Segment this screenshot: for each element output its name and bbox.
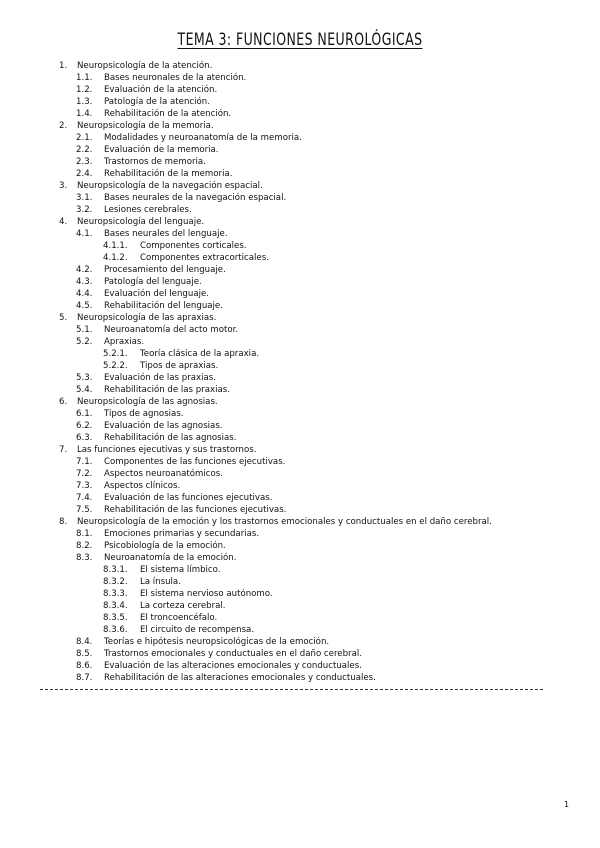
toc-entry-text: Componentes corticales. <box>140 241 247 251</box>
toc-entry <box>0 408 600 420</box>
toc-entry-text: Rehabilitación de la atención. <box>104 109 232 119</box>
toc-entry-number: 5.3. <box>76 373 93 383</box>
toc-entry-number: 4.1.2. <box>103 253 128 263</box>
toc-entry-text: Rehabilitación de la memoria. <box>104 169 233 179</box>
toc-entry-number: 4.1.1. <box>103 241 128 251</box>
toc-entry-text: Componentes extracorticales. <box>140 253 269 263</box>
toc-entry <box>0 588 600 600</box>
toc-entry-text: Tipos de apraxias. <box>140 361 219 371</box>
toc-entry-number: 7.1. <box>76 457 93 467</box>
toc-entry <box>0 516 600 528</box>
toc-entry-text: Trastornos emocionales y conductuales en el daño cerebral. <box>104 649 362 659</box>
toc-entry-number: 2.1. <box>76 133 93 143</box>
toc-entry-number: 2.3. <box>76 157 93 167</box>
toc-entry-number: 5. <box>59 313 68 323</box>
toc-entry <box>0 96 600 108</box>
toc-entry-number: 2.4. <box>76 169 93 179</box>
toc-entry-number: 7. <box>59 445 68 455</box>
toc-entry <box>0 552 600 564</box>
toc-entry <box>0 504 600 516</box>
toc-entry-text: Neuropsicología de la emoción y los trastornos emocionales y conductuales en el daño cerebral. <box>77 517 492 527</box>
toc-entry-text: Rehabilitación de las funciones ejecutivas. <box>104 505 287 515</box>
toc-entry <box>0 372 600 384</box>
toc-entry <box>0 468 600 480</box>
toc-entry-number: 4.5. <box>76 301 93 311</box>
toc-entry-text: Neuropsicología de las agnosias. <box>77 397 218 407</box>
toc-entry-text: Procesamiento del lenguaje. <box>104 265 226 275</box>
toc-entry-text: Evaluación de la memoria. <box>104 145 219 155</box>
toc-entry-text: Evaluación de las agnosias. <box>104 421 223 431</box>
toc-entry <box>0 300 600 312</box>
toc-entry <box>0 336 600 348</box>
toc-entry <box>0 600 600 612</box>
toc-entry <box>0 132 600 144</box>
toc-entry-number: 4.4. <box>76 289 93 299</box>
toc-entry-number: 8.1. <box>76 529 93 539</box>
toc-entry-text: Evaluación de las praxias. <box>104 373 216 383</box>
toc-entry <box>0 324 600 336</box>
toc-entry <box>0 564 600 576</box>
toc-entry-number: 1.2. <box>76 85 93 95</box>
toc-entry-number: 8.3. <box>76 553 93 563</box>
toc-entry-text: Aspectos neuroanatómicos. <box>104 469 223 479</box>
toc-entry <box>0 156 600 168</box>
toc-entry <box>0 204 600 216</box>
toc-entry-number: 8.3.5. <box>103 613 128 623</box>
toc-entry-number: 5.2.2. <box>103 361 128 371</box>
toc-entry-text: Neuropsicología de la memoria. <box>77 121 214 131</box>
toc-entry <box>0 624 600 636</box>
toc-entry-number: 6.2. <box>76 421 93 431</box>
toc-entry <box>0 432 600 444</box>
toc-entry-text: Las funciones ejecutivas y sus trastornos. <box>77 445 257 455</box>
toc-entry-text: Bases neuronales de la atención. <box>104 73 247 83</box>
toc-entry-number: 3.1. <box>76 193 93 203</box>
toc-entry <box>0 240 600 252</box>
toc-entry-text: Componentes de las funciones ejecutivas. <box>104 457 286 467</box>
toc-entry <box>0 528 600 540</box>
toc-entry <box>0 288 600 300</box>
toc-entry-text: Neuropsicología de las apraxias. <box>77 313 217 323</box>
toc-entry <box>0 348 600 360</box>
page-title: TEMA 3: FUNCIONES NEUROLÓGICAS <box>177 30 423 50</box>
toc-entry-number: 8.3.6. <box>103 625 128 635</box>
toc-entry-text: Teorías e hipótesis neuropsicológicas de la emoción. <box>104 637 330 647</box>
toc-entry-text: Psicobiología de la emoción. <box>104 541 226 551</box>
toc-entry-number: 8.3.3. <box>103 589 128 599</box>
toc-entry <box>0 252 600 264</box>
toc-entry-number: 8.4. <box>76 637 93 647</box>
toc-entry-number: 4. <box>59 217 68 227</box>
toc-entry <box>0 636 600 648</box>
toc-entry <box>0 360 600 372</box>
toc-entry <box>0 660 600 672</box>
toc-entry-number: 8.3.2. <box>103 577 128 587</box>
toc-entry-number: 7.4. <box>76 493 93 503</box>
toc-entry <box>0 264 600 276</box>
toc-entry-text: Patología del lenguaje. <box>104 277 202 287</box>
toc-entry-text: El sistema nervioso autónomo. <box>140 589 273 599</box>
toc-entry-text: El troncoencéfalo. <box>140 613 218 623</box>
divider <box>40 689 543 690</box>
toc-entry-text: El circuito de recompensa. <box>140 625 255 635</box>
toc-entry-number: 5.2. <box>76 337 93 347</box>
toc-entry <box>0 108 600 120</box>
toc-entry-number: 5.2.1. <box>103 349 128 359</box>
toc-entry <box>0 456 600 468</box>
toc-entry-number: 8.5. <box>76 649 93 659</box>
toc-entry-text: Teoría clásica de la apraxia. <box>140 349 260 359</box>
toc-entry-text: Bases neurales de la navegación espacial. <box>104 193 287 203</box>
toc-entry <box>0 228 600 240</box>
toc-entry-number: 3.2. <box>76 205 93 215</box>
toc-entry-number: 5.1. <box>76 325 93 335</box>
toc-entry-text: Neuroanatomía de la emoción. <box>104 553 237 563</box>
toc-entry-number: 8.6. <box>76 661 93 671</box>
toc-entry-text: La corteza cerebral. <box>140 601 226 611</box>
toc-entry-text: Evaluación de la atención. <box>104 85 218 95</box>
toc-entry <box>0 312 600 324</box>
toc-entry-text: Lesiones cerebrales. <box>104 205 192 215</box>
toc-entry <box>0 576 600 588</box>
page-number: 1 <box>564 800 570 809</box>
toc-entry <box>0 648 600 660</box>
toc-entry-text: Evaluación de las funciones ejecutivas. <box>104 493 273 503</box>
toc-entry-number: 8.3.4. <box>103 601 128 611</box>
toc-entry-number: 1.1. <box>76 73 93 83</box>
toc-entry-text: Patología de la atención. <box>104 97 210 107</box>
toc-entry <box>0 540 600 552</box>
toc-entry-number: 2. <box>59 121 68 131</box>
toc-entry-number: 3. <box>59 181 68 191</box>
toc-entry-text: Bases neurales del lenguaje. <box>104 229 228 239</box>
toc-entry-text: Rehabilitación del lenguaje. <box>104 301 223 311</box>
toc-entry-text: Neuroanatomía del acto motor. <box>104 325 239 335</box>
toc-entry-number: 4.3. <box>76 277 93 287</box>
toc-entry <box>0 180 600 192</box>
toc-entry-text: Neuropsicología de la atención. <box>77 61 213 71</box>
toc-entry <box>0 480 600 492</box>
table-of-contents <box>0 60 600 684</box>
toc-entry <box>0 216 600 228</box>
toc-entry-text: Aspectos clínicos. <box>104 481 181 491</box>
toc-entry-number: 8. <box>59 517 68 527</box>
toc-entry-text: La ínsula. <box>140 577 181 587</box>
toc-entry <box>0 492 600 504</box>
toc-entry-text: Trastornos de memoria. <box>104 157 206 167</box>
toc-entry <box>0 444 600 456</box>
toc-entry <box>0 120 600 132</box>
toc-entry-number: 6.3. <box>76 433 93 443</box>
toc-entry-text: Apraxias. <box>104 337 145 347</box>
toc-entry-number: 1. <box>59 61 68 71</box>
toc-entry <box>0 168 600 180</box>
toc-entry <box>0 144 600 156</box>
toc-entry-text: Rehabilitación de las praxias. <box>104 385 230 395</box>
toc-entry <box>0 72 600 84</box>
toc-entry-text: Neuropsicología de la navegación espacial. <box>77 181 263 191</box>
toc-entry-text: Evaluación de las alteraciones emocionales y conductuales. <box>104 661 362 671</box>
toc-entry-number: 2.2. <box>76 145 93 155</box>
toc-entry-text: Evaluación del lenguaje. <box>104 289 209 299</box>
toc-entry-number: 5.4. <box>76 385 93 395</box>
toc-entry-text: Modalidades y neuroanatomía de la memoria. <box>104 133 302 143</box>
toc-entry <box>0 672 600 684</box>
toc-entry <box>0 276 600 288</box>
toc-entry-text: Emociones primarias y secundarias. <box>104 529 260 539</box>
toc-entry-number: 7.3. <box>76 481 93 491</box>
toc-entry-number: 8.7. <box>76 673 93 683</box>
toc-entry-number: 1.3. <box>76 97 93 107</box>
toc-entry <box>0 612 600 624</box>
toc-entry <box>0 84 600 96</box>
toc-entry-text: Rehabilitación de las alteraciones emocionales y conductuales. <box>104 673 376 683</box>
toc-entry <box>0 420 600 432</box>
toc-entry <box>0 384 600 396</box>
toc-entry <box>0 396 600 408</box>
toc-entry <box>0 192 600 204</box>
toc-entry-number: 7.5. <box>76 505 93 515</box>
toc-entry-number: 4.1. <box>76 229 93 239</box>
toc-entry-number: 8.3.1. <box>103 565 128 575</box>
toc-entry-text: Tipos de agnosias. <box>104 409 184 419</box>
toc-entry-number: 1.4. <box>76 109 93 119</box>
toc-entry-number: 7.2. <box>76 469 93 479</box>
toc-entry-number: 8.2. <box>76 541 93 551</box>
toc-entry-number: 6. <box>59 397 68 407</box>
toc-entry-text: El sistema límbico. <box>140 565 221 575</box>
toc-entry-text: Rehabilitación de las agnosias. <box>104 433 237 443</box>
toc-entry <box>0 60 600 72</box>
toc-entry-number: 6.1. <box>76 409 93 419</box>
toc-entry-number: 4.2. <box>76 265 93 275</box>
toc-entry-text: Neuropsicología del lenguaje. <box>77 217 205 227</box>
